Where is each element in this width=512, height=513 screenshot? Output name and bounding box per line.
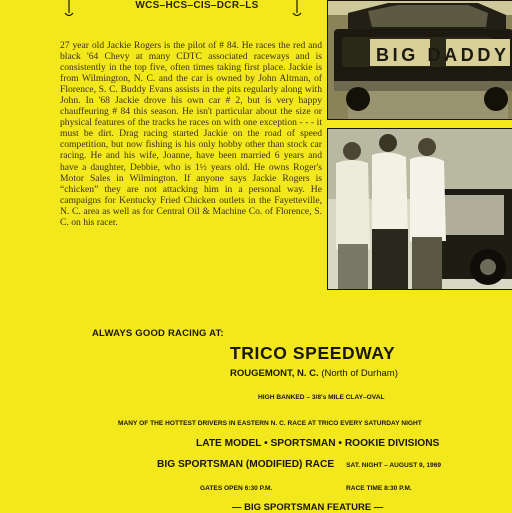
speedway-location: [230, 368, 398, 379]
driver-crew-photo: [327, 128, 512, 290]
driver-article: 27 year old Jackie Rogers is the pilot of # 84. He races the red and black '64 Chevy at many CDTC associated raceways and is consistently in the top five, often times taking first place. Jackie is from Wilmington, N. C. and the car is owned by John Altman, of Florence, S. C. Buddy Evans assists in the pits regularly along with John. In '68 Jackie drove his own car # 2, but is very happy chauffeuring # 84 this season. He isn't particular about the size or physical features of the tracks he races on with one exception - - - it must be dirt. Drag racing started Jackie on the road of speed competition, but now fishing is his only hobby other than stock car racing. He and his wife, Joanne, have been married 6 years and have a daughter, Debbie, who is 1½ years old. He owns Roger's Motor Sales in Wilmington. If anyone says Jackie Rogers is “chicken” they are not attacking him in a personal way. He campaigns for Kentucky Fried Chicken outlets in the Fayetteville, N. C. area as well as for Central Oil & Machine Co. of Florence, S. C. on his racer.: [60, 40, 322, 228]
track-description: HIGH BANKED – 3/8's MILE CLAY–OVAL: [258, 394, 385, 401]
header-codes: WCS–HCS–CIS–DCR–LS: [135, 0, 259, 11]
hook-ornament-icon: [292, 0, 302, 18]
car-lettering: BIG DADDY: [376, 45, 506, 65]
big-race-title: BIG SPORTSMAN (MODIFIED) RACE: [157, 459, 335, 470]
location-city: ROUGEMONT, N. C.: [230, 368, 319, 379]
race-date: SAT. NIGHT – AUGUST 9, 1969: [346, 462, 442, 469]
big-race-line: [157, 459, 441, 470]
drivers-note: MANY OF THE HOTTEST DRIVERS IN EASTERN N. C. RACE AT TRICO EVERY SATURDAY NIGHT: [118, 420, 422, 427]
divisions-line: LATE MODEL • SPORTSMAN • ROOKIE DIVISIONS: [196, 438, 440, 449]
feature-heading: — BIG SPORTSMAN FEATURE —: [232, 502, 384, 513]
speedway-name: TRICO SPEEDWAY: [230, 343, 396, 363]
race-car-photo: [327, 0, 512, 120]
location-note: (North of Durham): [321, 368, 398, 379]
race-start-time: RACE TIME 8:30 P.M.: [346, 485, 412, 492]
hook-ornament-icon: [64, 0, 74, 18]
gates-open-time: GATES OPEN 6:30 P.M.: [200, 485, 273, 492]
ad-tagline: ALWAYS GOOD RACING AT:: [92, 328, 224, 339]
